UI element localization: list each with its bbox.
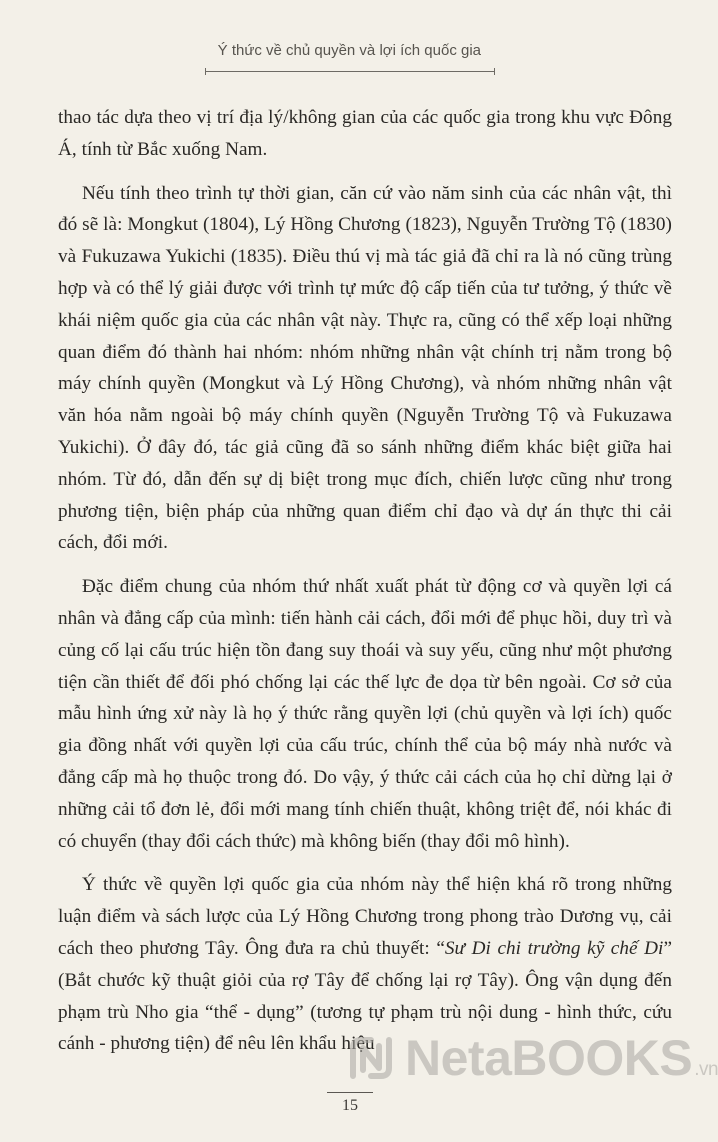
paragraph: Nếu tính theo trình tự thời gian, căn cứ vào năm sinh của các nhân vật, thì đó sẽ là: Mongkut (1804), Lý Hồng Chương (1823), Nguyễn Trường Tộ (1830) và Fukuzawa Yukichi (1835). Điều thú vị mà tác giả đã chỉ ra là nó cũng trùng hợp và có thể lý giải được với trình tự mức độ cấp tiến của tư tưởng, ý thức về khái niệm quốc gia của các nhân vật này. Thực ra, cũng có thể xếp loại những quan điểm đó thành hai nhóm: nhóm những nhân vật chính trị nằm trong bộ máy chính quyền (Mongkut và Lý Hồng Chương), và nhóm những nhân vật văn hóa nằm ngoài bộ máy chính quyền (Nguyễn Trường Tộ và Fukuzawa Yukichi). Ở đây đó, tác giả cũng đã so sánh những điểm khác biệt giữa hai nhóm. Từ đó, dẫn đến sự dị biệt trong mục đích, chiến lược cũng như trong phương tiện, biện pháp của những quan điểm chỉ đạo và dự án thực thi cải cách, đổi mới. <box>58 182 672 554</box>
running-header <box>205 38 495 72</box>
watermark-suffix: .vn <box>694 1059 718 1080</box>
netabooks-logo-icon <box>343 1030 399 1086</box>
page-number: 15 <box>342 1097 358 1114</box>
paragraph-continued: thao tác dựa theo vị trí địa lý/không gian của các quốc gia trong khu vực Đông Á, tính từ Bắc xuống Nam. <box>58 107 672 160</box>
header-rule <box>205 71 495 72</box>
running-title: Ý thức về chủ quyền và lợi ích quốc gia <box>217 42 481 59</box>
paragraph-text: Ý thức về quyền lợi quốc gia của nhóm này thể hiện khá rõ trong những luận điểm và sách lược của Lý Hồng Chương trong phong trào Dương vụ, cải cách theo phương Tây. Ông đưa ra chủ thuyết: “ <box>58 874 672 959</box>
watermark <box>343 1026 718 1090</box>
paragraph: Đặc điểm chung của nhóm thứ nhất xuất phát từ động cơ và quyền lợi cá nhân và đẳng cấp của mình: tiến hành cải cách, đổi mới để phục hồi, duy trì và củng cố lại cấu trúc hiện tồn đang suy thoái và suy yếu, cũng như một phương tiện cần thiết để đối phó chống lại các thế lực đe dọa từ bên ngoài. Cơ sở của mẫu hình ứng xử này là họ ý thức rằng quyền lợi (chủ quyền và lợi ích) quốc gia đồng nhất với quyền lợi của cấu trúc, chính thể của bộ máy nhà nước và đẳng cấp mà họ thuộc trong đó. Do vậy, ý thức cải cách của họ chỉ dừng lại ở những cải tổ đơn lẻ, đổi mới mang tính chiến thuật, không triệt để, nói khác đi có chuyển (thay đổi cách thức) mà không biến (thay đổi mô hình). <box>58 576 672 852</box>
page-footer <box>327 1092 373 1115</box>
quote-italic: Sư Di chi trường kỹ chế Di <box>444 937 664 959</box>
body-text <box>58 102 672 1072</box>
watermark-text <box>405 1028 718 1100</box>
paragraph-text: ” (Bắt chước kỹ thuật giỏi của rợ Tây để chống lại rợ Tây). Ông vận dụng đến phạm trù Nho gia “thể - dụng” (tương tự phạm trù nội dung - hình thức, cứu cánh - phương tiện) để nêu lên khẩu hiệu <box>58 937 673 1055</box>
watermark-brand: NetaBOOKS <box>405 1030 693 1086</box>
footer-rule <box>327 1092 373 1093</box>
